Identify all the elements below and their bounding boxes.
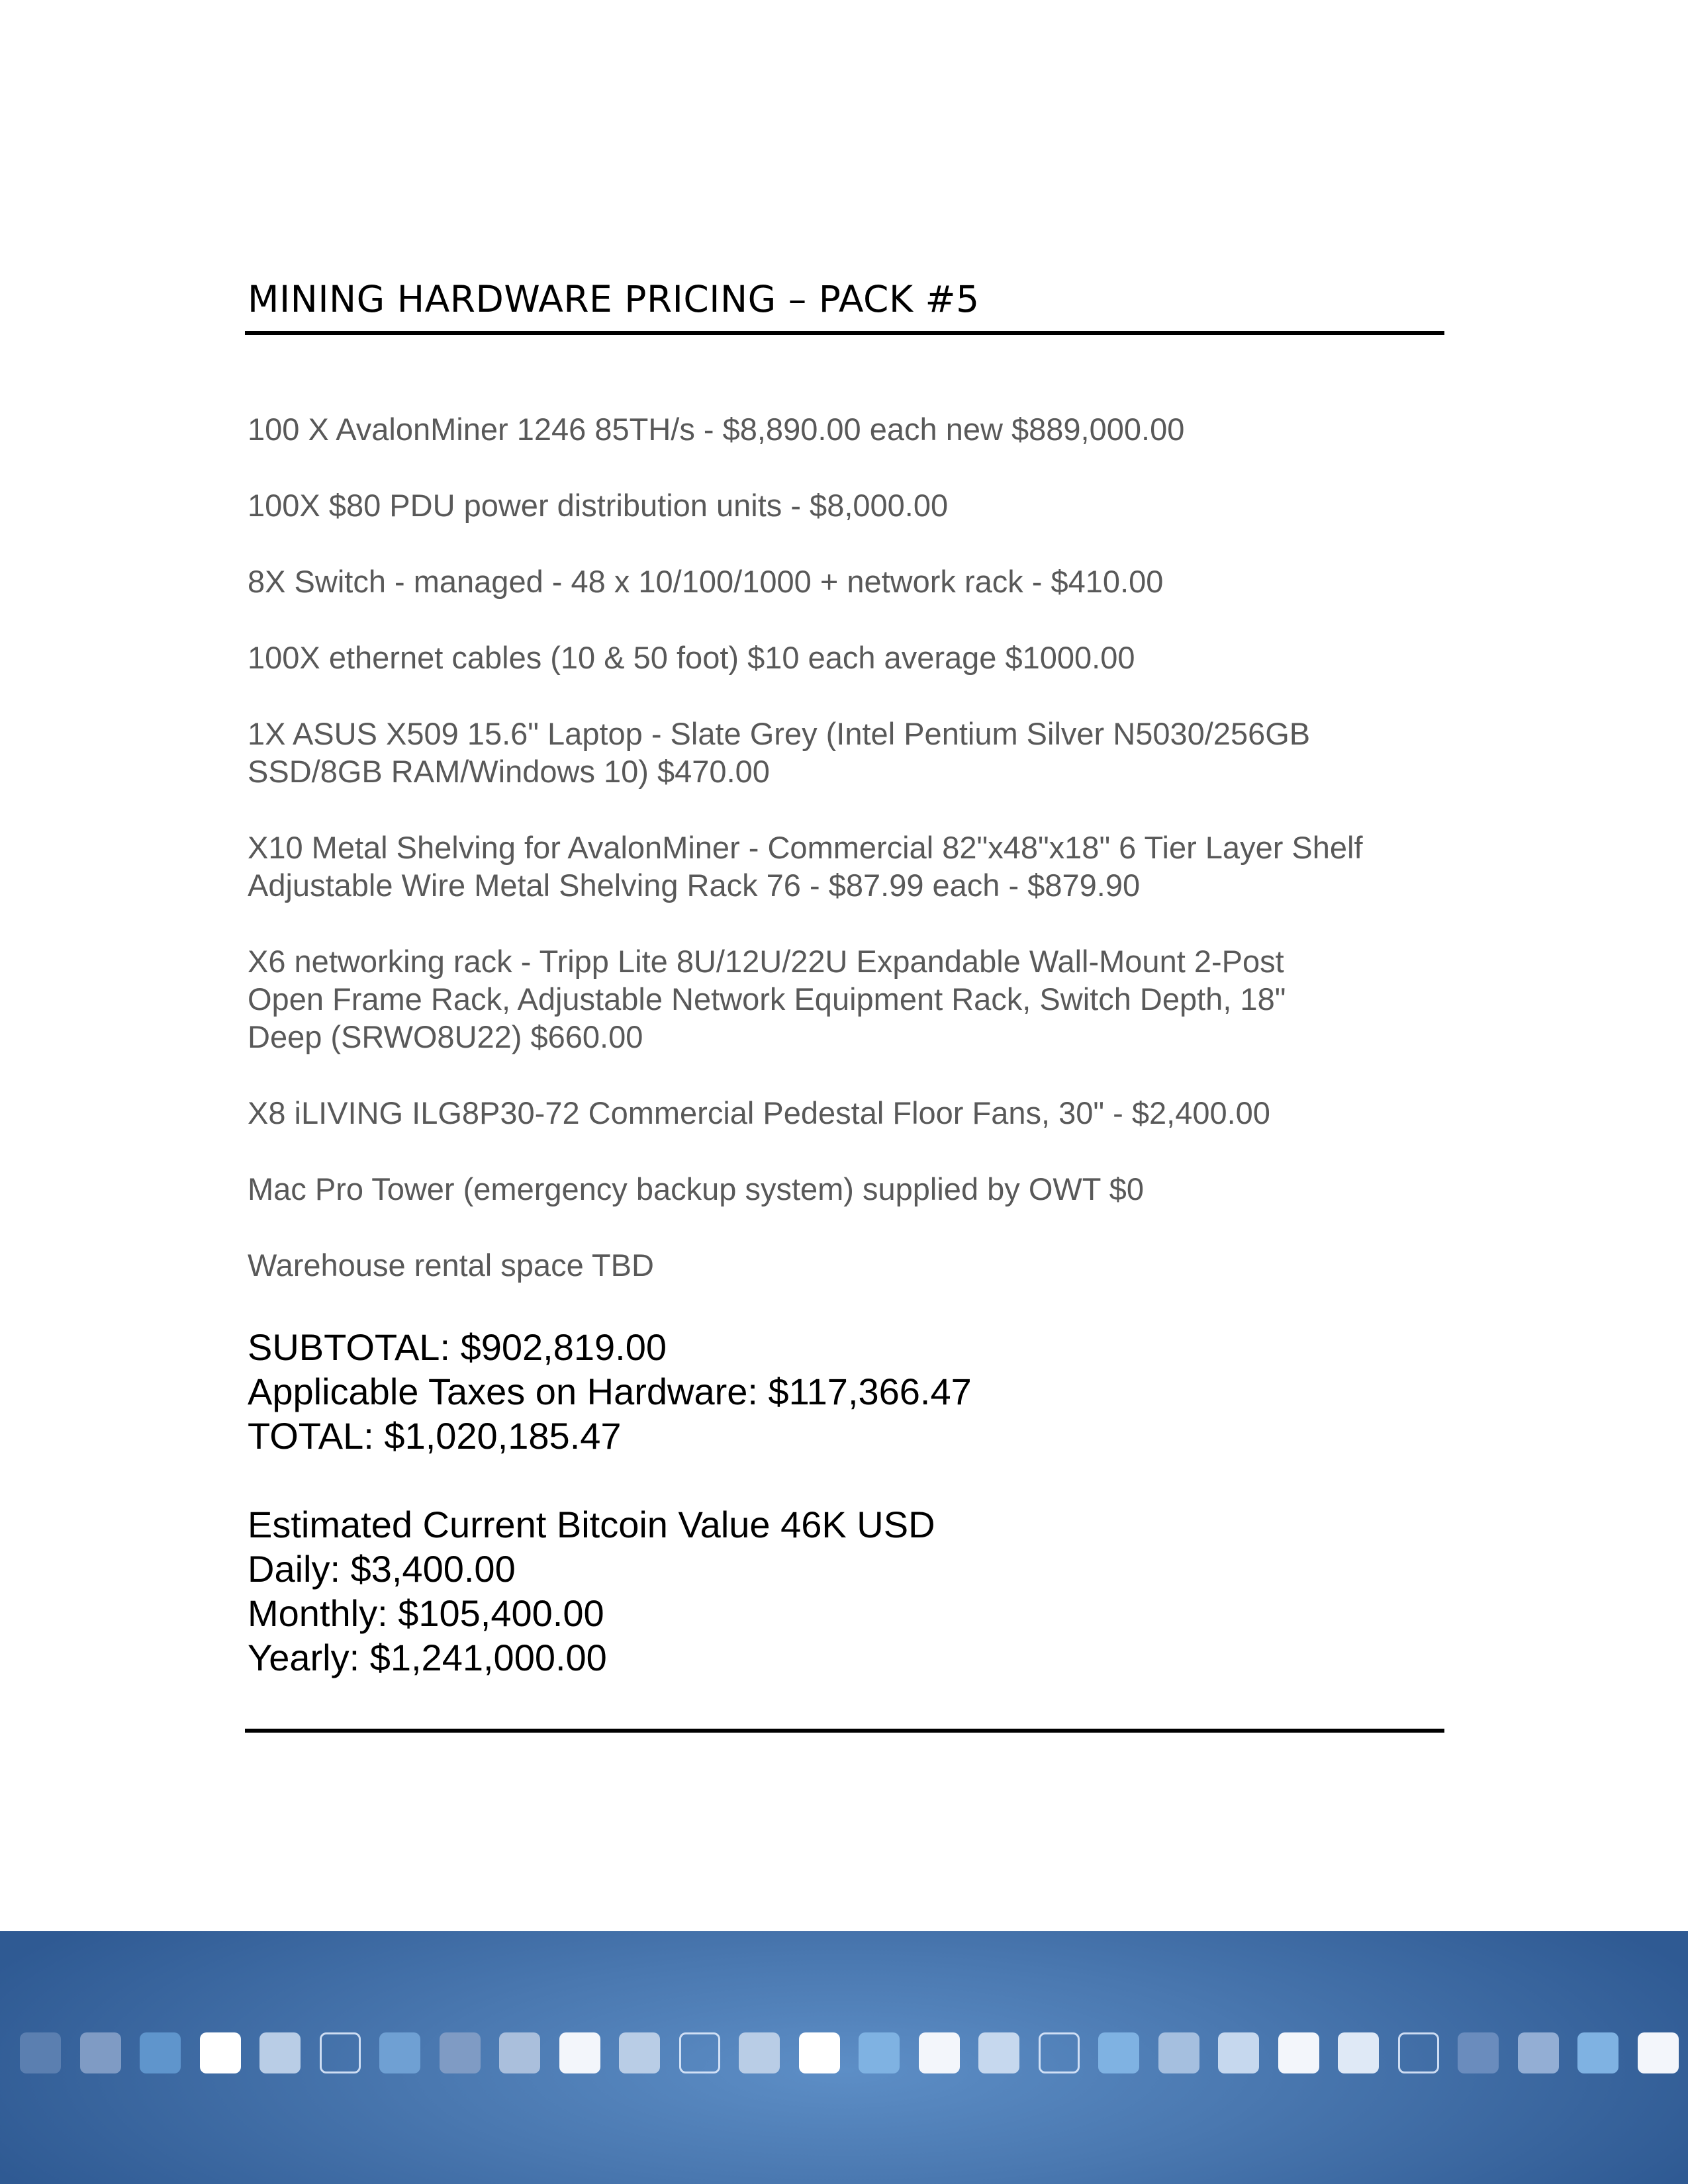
footer-square bbox=[1338, 2032, 1379, 2073]
footer-square bbox=[1278, 2032, 1319, 2073]
summary-block bbox=[248, 1325, 972, 1680]
estimate-yearly: Yearly: $1,241,000.00 bbox=[248, 1637, 607, 1678]
item-line: X6 networking rack - Tripp Lite 8U/12U/22U Expandable Wall-Mount 2-Post bbox=[248, 944, 1284, 979]
list-item bbox=[248, 942, 1452, 1056]
item-line: X8 iLIVING ILG8P30-72 Commercial Pedestal Floor Fans, 30" - $2,400.00 bbox=[248, 1095, 1270, 1130]
title-divider bbox=[245, 331, 1444, 335]
item-line: Deep (SRWO8U22) $660.00 bbox=[248, 1019, 643, 1054]
footer-square bbox=[978, 2032, 1019, 2073]
footer-square bbox=[1458, 2032, 1499, 2073]
item-line: 100X ethernet cables (10 & 50 foot) $10 each average $1000.00 bbox=[248, 640, 1135, 675]
item-line: 8X Switch - managed - 48 x 10/100/1000 + network rack - $410.00 bbox=[248, 564, 1164, 599]
total: TOTAL: $1,020,185.47 bbox=[248, 1415, 622, 1457]
footer-square bbox=[1398, 2032, 1439, 2073]
footer-square bbox=[20, 2032, 61, 2073]
footer-square bbox=[1518, 2032, 1559, 2073]
item-line: Mac Pro Tower (emergency backup system) supplied by OWT $0 bbox=[248, 1171, 1144, 1206]
footer-square bbox=[1218, 2032, 1259, 2073]
footer-square-row bbox=[20, 2032, 1688, 2076]
footer-square bbox=[559, 2032, 600, 2073]
footer-square bbox=[1577, 2032, 1618, 2073]
item-list bbox=[248, 410, 1452, 1322]
page-title: MINING HARDWARE PRICING – PACK #5 bbox=[248, 278, 980, 320]
footer-square bbox=[80, 2032, 121, 2073]
footer-square bbox=[739, 2032, 780, 2073]
footer-square bbox=[140, 2032, 181, 2073]
footer-square bbox=[1098, 2032, 1139, 2073]
item-line: Warehouse rental space TBD bbox=[248, 1248, 654, 1283]
footer-square bbox=[679, 2032, 720, 2073]
footer-square bbox=[320, 2032, 361, 2073]
footer-square bbox=[1039, 2032, 1080, 2073]
item-line: 100X $80 PDU power distribution units - $8,000.00 bbox=[248, 488, 949, 523]
bottom-divider bbox=[245, 1729, 1444, 1733]
estimate-heading: Estimated Current Bitcoin Value 46K USD bbox=[248, 1504, 935, 1545]
footer-square bbox=[1638, 2032, 1679, 2073]
footer-square bbox=[619, 2032, 660, 2073]
list-item bbox=[248, 563, 1452, 600]
item-line: Adjustable Wire Metal Shelving Rack 76 - $87.99 each - $879.90 bbox=[248, 868, 1141, 903]
footer-square bbox=[379, 2032, 420, 2073]
footer-square bbox=[859, 2032, 900, 2073]
subtotal: SUBTOTAL: $902,819.00 bbox=[248, 1326, 667, 1368]
list-item bbox=[248, 410, 1452, 448]
list-item bbox=[248, 1246, 1452, 1284]
footer-square bbox=[200, 2032, 241, 2073]
item-line: X10 Metal Shelving for AvalonMiner - Commercial 82"x48"x18" 6 Tier Layer Shelf bbox=[248, 830, 1363, 865]
list-item bbox=[248, 1170, 1452, 1208]
footer-square bbox=[499, 2032, 540, 2073]
item-line: Open Frame Rack, Adjustable Network Equipment Rack, Switch Depth, 18" bbox=[248, 981, 1286, 1017]
item-line: 100 X AvalonMiner 1246 85TH/s - $8,890.00 each new $889,000.00 bbox=[248, 412, 1185, 447]
footer-square bbox=[799, 2032, 840, 2073]
list-item bbox=[248, 639, 1452, 676]
list-item bbox=[248, 829, 1452, 904]
taxes: Applicable Taxes on Hardware: $117,366.47 bbox=[248, 1371, 972, 1412]
item-line: 1X ASUS X509 15.6" Laptop - Slate Grey (Intel Pentium Silver N5030/256GB bbox=[248, 716, 1311, 751]
item-line: SSD/8GB RAM/Windows 10) $470.00 bbox=[248, 754, 770, 789]
spacer bbox=[248, 1458, 972, 1502]
footer-square bbox=[1158, 2032, 1199, 2073]
list-item bbox=[248, 486, 1452, 524]
list-item bbox=[248, 715, 1452, 790]
footer-square bbox=[259, 2032, 301, 2073]
list-item bbox=[248, 1094, 1452, 1132]
estimate-monthly: Monthly: $105,400.00 bbox=[248, 1592, 604, 1634]
estimate-daily: Daily: $3,400.00 bbox=[248, 1548, 516, 1590]
footer-square bbox=[440, 2032, 481, 2073]
footer-square bbox=[919, 2032, 960, 2073]
